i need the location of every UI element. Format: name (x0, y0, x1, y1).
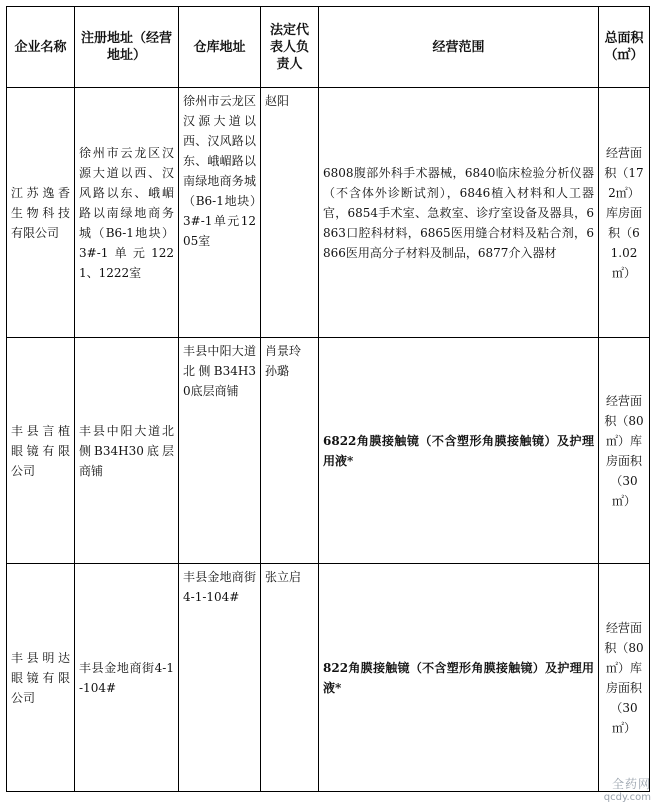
watermark-title: 全药网 (611, 777, 651, 791)
enterprise-table (6, 6, 650, 792)
registered-address: 徐州市云龙区汉源大道以西、汉风路以东、峨嵋路以南绿地商务城（B6-1地块）3#-1单元1221、1222室 (75, 88, 179, 338)
warehouse-address: 丰县中阳大道北侧B34H30底层商铺 (179, 338, 261, 564)
table-row (7, 338, 650, 564)
header-company: 企业名称 (7, 7, 75, 88)
header-legal: 法定代表人负责人 (261, 7, 319, 88)
company-name: 丰县言植眼镜有限公司 (7, 338, 75, 564)
header-address: 注册地址（经营地址） (75, 7, 179, 88)
total-area: 经营面积（172㎡）库房面积（61.02㎡） (599, 88, 650, 338)
header-area: 总面积（㎡） (599, 7, 650, 88)
legal-representative: 张立启 (261, 564, 319, 792)
legal-representative: 赵阳 (261, 88, 319, 338)
registered-address: 丰县中阳大道北侧B34H30底层商铺 (75, 338, 179, 564)
business-scope: 822角膜接触镜（不含塑形角膜接触镜）及护理用液* (319, 564, 599, 792)
business-scope: 6822角膜接触镜（不含塑形角膜接触镜）及护理用液* (319, 338, 599, 564)
business-scope: 6808腹部外科手术器械，6840临床检验分析仪器（不含体外诊断试剂），6846植入材料和人工器官，6854手术室、急救室、诊疗室设备及器具，6863口腔科材料，6865医用缝合材料及粘合剂，6866医用高分子材料及制品，6877介入器材 (319, 88, 599, 338)
total-area: 经营面积（80㎡）库房面积（30㎡） (599, 338, 650, 564)
registered-address: 丰县金地商街4-1-104# (75, 564, 179, 792)
legal-representative: 肖景玲 孙璐 (261, 338, 319, 564)
total-area: 经营面积（80㎡）库房面积（30㎡） (599, 564, 650, 792)
table-row (7, 88, 650, 338)
watermark (604, 775, 651, 803)
header-scope: 经营范围 (319, 7, 599, 88)
company-name: 江苏逸香生物科技有限公司 (7, 88, 75, 338)
table-header-row (7, 7, 650, 88)
warehouse-address: 丰县金地商街4-1-104# (179, 564, 261, 792)
watermark-url: qcdy.com (603, 792, 651, 803)
header-warehouse: 仓库地址 (179, 7, 261, 88)
company-name: 丰县明达眼镜有限公司 (7, 564, 75, 792)
table-row (7, 564, 650, 792)
warehouse-address: 徐州市云龙区汉源大道以西、汉风路以东、峨嵋路以南绿地商务城（B6-1地块）3#-1单元1205室 (179, 88, 261, 338)
